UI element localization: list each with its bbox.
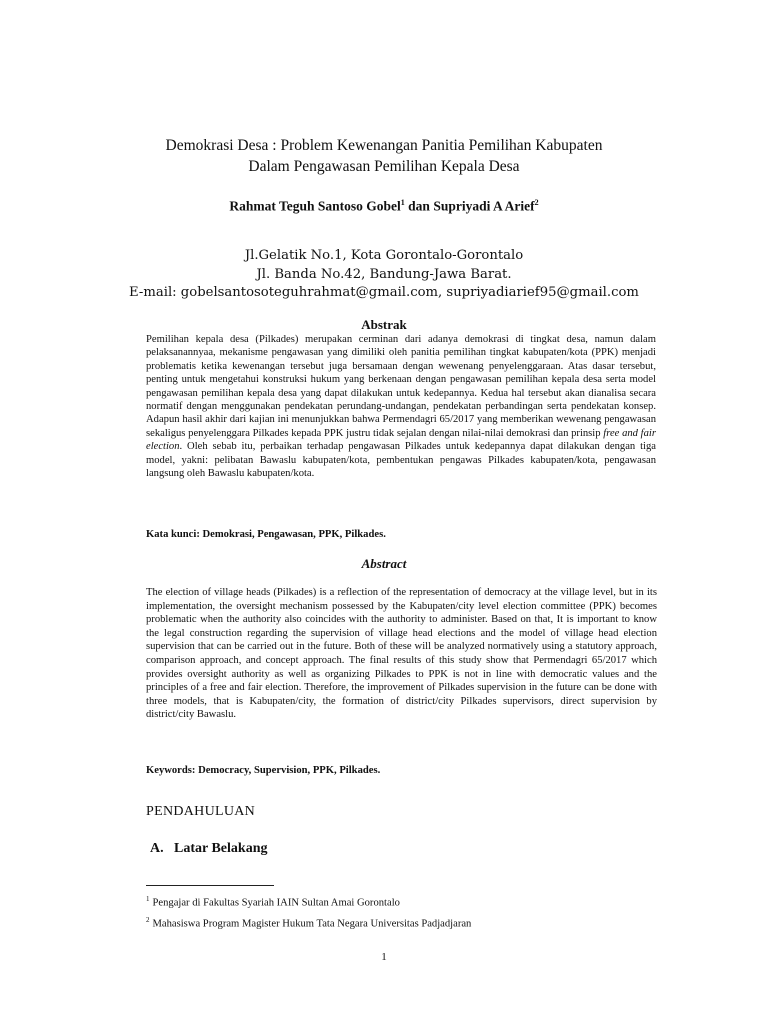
contact-email: E-mail: gobelsantosoteguhrahmat@gmail.com, supriyadiarief95@gmail.com — [129, 285, 639, 300]
footnotes — [146, 891, 471, 932]
abstrak-body — [146, 333, 656, 480]
author-2-name: Supriyadi A Arief — [433, 198, 535, 214]
affiliation-1: Jl.Gelatik No.1, Kota Gorontalo-Gorontalo — [244, 248, 524, 263]
footnote-1-mark: 1 — [146, 895, 150, 903]
page-number: 1 — [381, 951, 387, 963]
footnote-2-mark: 2 — [146, 915, 150, 924]
footnote-1-text: Pengajar di Fakultas Syariah IAIN Sultan Amai Gorontalo — [152, 897, 400, 909]
title-line-1: Demokrasi Desa : Problem Kewenangan Panitia Pemilihan Kabupaten — [165, 137, 603, 154]
footnote-2 — [146, 912, 471, 933]
section-heading: PENDAHULUAN — [146, 804, 256, 819]
abstrak-text-part-2: . Oleh sebab itu, perbaikan terhadap pengawasan Pilkades untuk kedepannya dapat dilakukan dengan tiga model, yakni: pelibatan Bawaslu kabupaten/kota, pembentukan pengawas Pilkades kabupaten/kota, pengawasan langsung oleh Bawaslu kabupaten/kota. — [146, 441, 656, 480]
title-line-2: Dalam Pengawasan Pemilihan Kepala Desa — [248, 158, 520, 175]
subsection-number: A. — [150, 841, 164, 856]
abstract-keywords: Keywords: Democracy, Supervision, PPK, Pilkades. — [146, 765, 381, 776]
affiliation-2: Jl. Banda No.42, Bandung-Jawa Barat. — [256, 266, 512, 282]
abstract-heading: Abstract — [361, 556, 407, 571]
author-1-name: Rahmat Teguh Santoso Gobel — [229, 198, 401, 214]
affiliation-block — [0, 247, 768, 303]
subsection-title: Latar Belakang — [174, 841, 268, 856]
abstrak-text-part-1: Pemilihan kepala desa (Pilkades) merupakan cerminan dari adanya demokrasi di tingkat desa, namun dalam pelaksanannyaa, mekanisme pengawasan yang dimiliki oleh panitia pemilihan tingkat kabupaten/kota (PPK) menjadi problematis ketika kewenangan tersebut juga bersamaan dengan wewenang penyelenggaraan. Atas dasar tersebut, penting untuk mengetahui konstruksi hukum yang berkenaan dengan pengawasan pemilihan kepala desa serta model pengawasan pemilihan kepala desa yang dapat dilakukan untuk kedepannya. Kedua hal tersebut akan dianalisa secara normatif dengan menggunakan pendekatan perundang-undangan, pendekatan perbandingan serta pendekatan konsep. Adapun hasil akhir dari kajian ini menunjukkan bahwa Permendagri 65/2017 yang memberikan wewenang pengawasan sekaligus penyelenggara Pilkades kepada PPK justru tidak sejalan dengan nilai-nilai demokrasi dan prinsip — [146, 334, 656, 439]
subsection-heading — [150, 841, 267, 857]
author-1-footnote-mark: 1 — [400, 198, 405, 207]
footnote-1 — [146, 891, 471, 912]
abstrak-heading: Abstrak — [361, 317, 407, 332]
paper-title — [0, 135, 768, 177]
author-2-footnote-mark: 2 — [534, 198, 539, 207]
footnote-divider — [146, 885, 274, 886]
abstrak-text-italic: free and fair election — [146, 427, 656, 453]
abstrak-keywords: Kata kunci: Demokrasi, Pengawasan, PPK, Pilkades. — [146, 529, 386, 540]
footnote-2-text: Mahasiswa Program Magister Hukum Tata Negara Universitas Padjadjaran — [152, 918, 472, 930]
author-line — [0, 198, 768, 215]
abstract-body: The election of village heads (Pilkades) is a reflection of the representation of democracy at the village level, but in its implementation, the oversight mechanism possessed by the Kabupaten/city level election committee (PPK) becomes problematic when the authority also coincides with the authority to administer. Based on that, It is important to know the legal construction regarding the supervision of village head elections and the model of village head election supervision that can be carried out in the future. Both of these will be analyzed normatively using a statutory approach, comparison approach, and concept approach. The final results of this study show that Permendagri 65/2017 which provides oversight authority as well as organizing Pilkades to PPK is not in line with democratic values and the principles of a free and fair election. Therefore, the improvement of Pilkades supervision in the future can be done with three models, that is Kabupaten/city, the formation of district/city Pilkades supervisors, direct supervision by district/city Bawaslu. — [146, 587, 657, 721]
author-separator: dan — [404, 198, 434, 214]
